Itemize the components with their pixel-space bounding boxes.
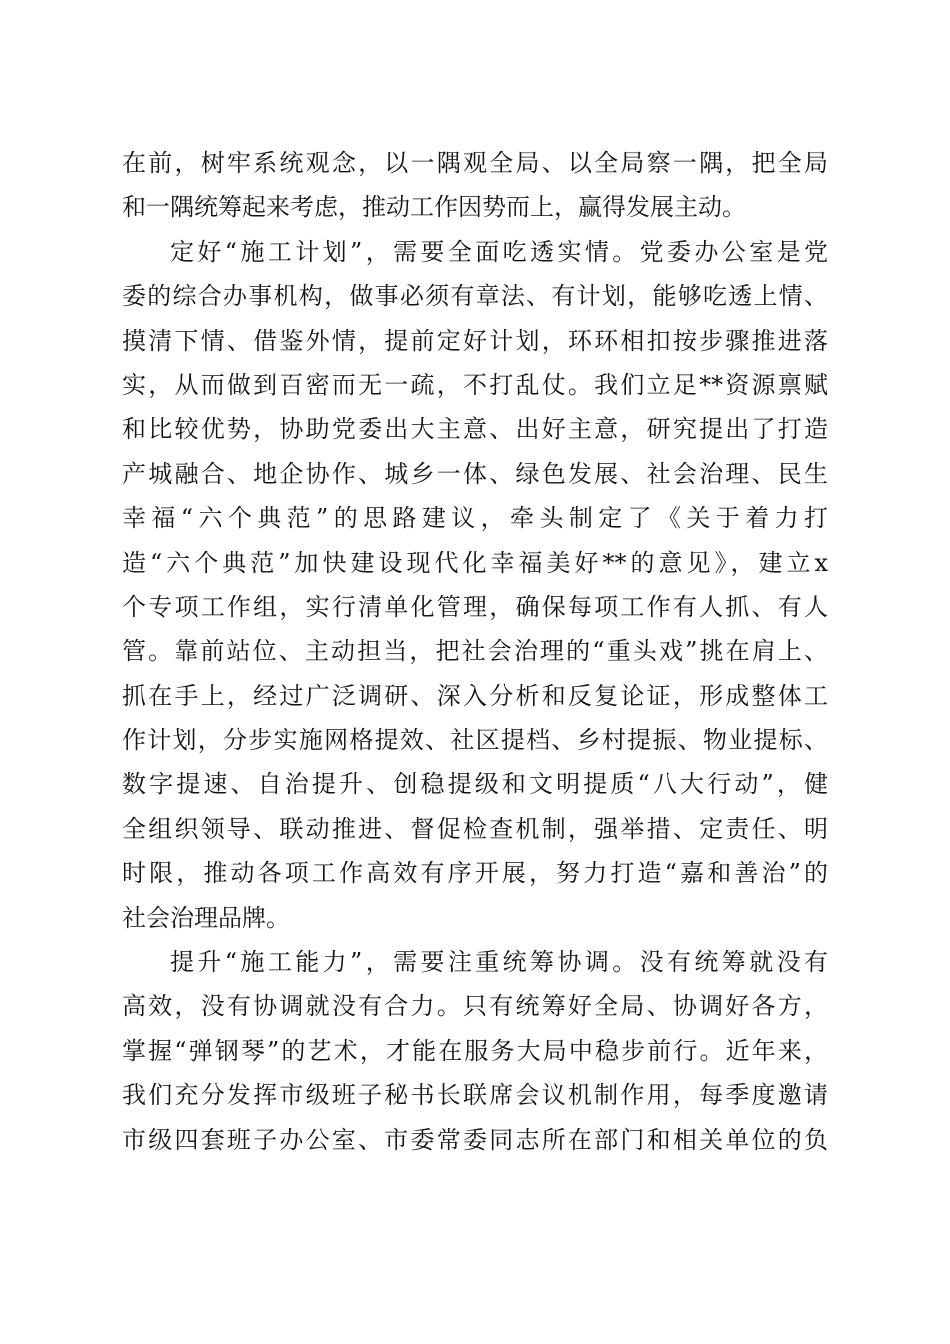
text-line: 市级四套班子办公室、市委常委同志所在部门和相关单位的负 bbox=[122, 1125, 828, 1154]
text-line: 和一隅统筹起来考虑，推动工作因势而上，赢得发展主动。 bbox=[122, 193, 746, 222]
text-line: 委的综合办事机构，做事必须有章法、有计划，能够吃透上情、 bbox=[122, 282, 828, 311]
text-line: 全组织领导、联动推进、督促检查机制，强举措、定责任、明 bbox=[122, 814, 828, 843]
text-line: 产城融合、地企协作、城乡一体、绿色发展、社会治理、民生 bbox=[122, 459, 828, 488]
text-line: 定好“施工计划”，需要全面吃透实情。党委办公室是党 bbox=[170, 237, 828, 266]
paragraph-construction-plan bbox=[122, 230, 828, 940]
text-line: 管。靠前站位、主动担当，把社会治理的“重头戏”挑在肩上、 bbox=[122, 637, 828, 666]
text-line: 高效，没有协调就没有合力。只有统筹好全局、协调好各方， bbox=[122, 992, 828, 1021]
text-line: 在前，树牢系统观念，以一隅观全局、以全局察一隅，把全局 bbox=[122, 149, 828, 177]
paragraph-construction-capacity bbox=[122, 940, 828, 1162]
body-text bbox=[122, 141, 828, 1162]
text-line: 摸清下情、借鉴外情，提前定好计划，环环相扣按步骤推进落 bbox=[122, 326, 828, 355]
paragraph-continued bbox=[122, 141, 828, 230]
text-line: 个专项工作组，实行清单化管理，确保每项工作有人抓、有人 bbox=[122, 592, 828, 621]
text-line: 和比较优势，协助党委出大主意、出好主意，研究提出了打造 bbox=[122, 415, 828, 444]
text-line: 实，从而做到百密而无一疏，不打乱仗。我们立足**资源禀赋 bbox=[122, 370, 828, 399]
text-line: 幸福“六个典范”的思路建议，牵头制定了《关于着力打 bbox=[122, 504, 828, 533]
text-line: 社会治理品牌。 bbox=[122, 903, 290, 932]
text-line: 抓在手上，经过广泛调研、深入分析和反复论证，形成整体工 bbox=[122, 681, 828, 710]
text-line: 数字提速、自治提升、创稳提级和文明提质“八大行动”，健 bbox=[122, 770, 828, 799]
text-line: 时限，推动各项工作高效有序开展，努力打造“嘉和善治”的 bbox=[122, 859, 828, 888]
text-line: 造“六个典范”加快建设现代化幸福美好**的意见》，建立x bbox=[122, 548, 828, 577]
text-line: 掌握“弹钢琴”的艺术，才能在服务大局中稳步前行。近年来， bbox=[122, 1036, 828, 1065]
text-line: 作计划，分步实施网格提效、社区提档、乡村提振、物业提标、 bbox=[122, 726, 828, 755]
text-line: 提升“施工能力”，需要注重统筹协调。没有统筹就没有 bbox=[170, 948, 828, 977]
text-line: 我们充分发挥市级班子秘书长联席会议机制作用，每季度邀请 bbox=[122, 1081, 828, 1110]
